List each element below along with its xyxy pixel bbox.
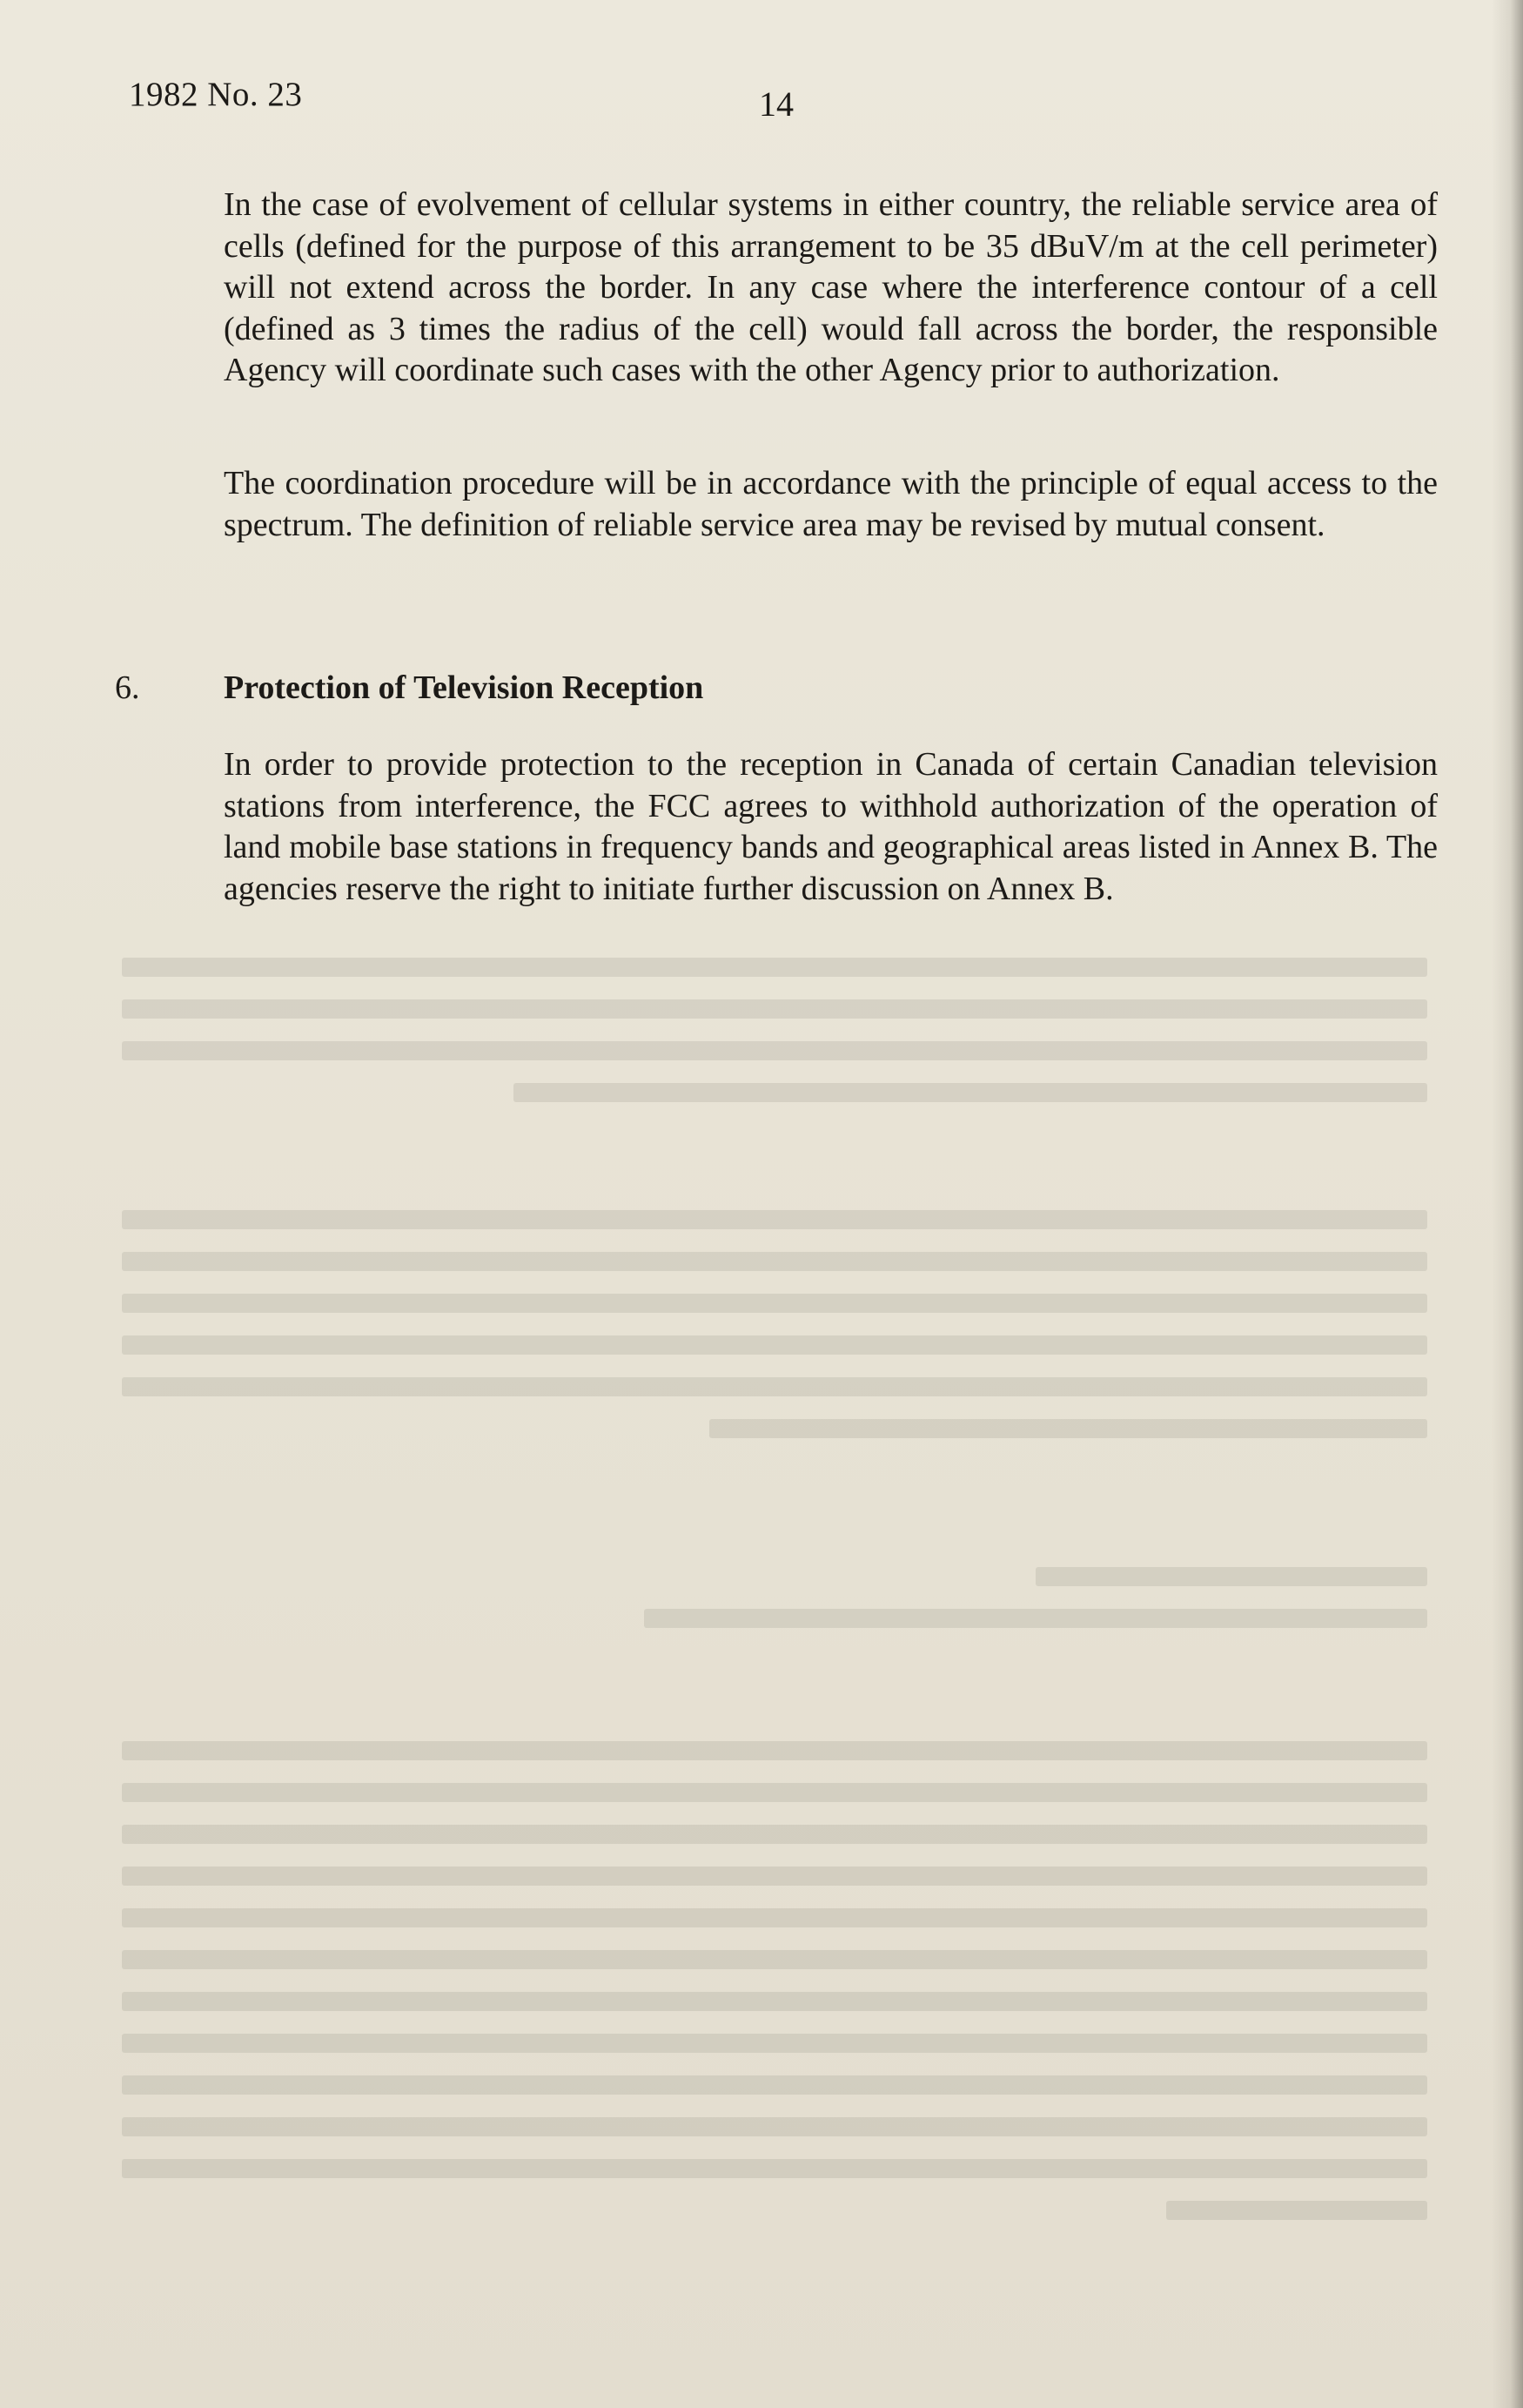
bleed-through-line — [122, 2159, 1427, 2178]
bleed-through-line — [122, 958, 1427, 977]
bleed-through-line — [122, 2117, 1427, 2136]
bleed-through-line — [122, 1335, 1427, 1355]
bleed-through-line — [122, 2075, 1427, 2095]
paragraph-television-protection: In order to provide protection to the reception in Canada of certain Canadian television stations from interference, the FCC agrees to withhold authorization of the operation of land mobile base stations in frequency bands and geographical areas listed in Annex B. The agencies reserve the right to initiate further discussion on Annex B. — [224, 746, 1438, 907]
bleed-through-line — [122, 1210, 1427, 1229]
bleed-through-line — [122, 999, 1427, 1019]
bleed-through-line — [122, 1825, 1427, 1844]
paragraph-coordination-procedure: The coordination procedure will be in accordance with the principle of equal access to the spectrum. The definition of reliable service area may be revised by mutual consent. — [224, 465, 1438, 543]
bleed-through-line — [1036, 1567, 1427, 1586]
bleed-through-line — [122, 1041, 1427, 1060]
bleed-through-line — [122, 1950, 1427, 1969]
paragraph-cellular-evolvement: In the case of evolvement of cellular systems in either country, the reliable service area of cells (defined for the purpose of this arrangement to be 35 dBuV/m at the cell perimeter) will not extend across the border. In any case where the interference contour of a cell (defined as 3 times the radius of the cell) would fall across the border, the responsible Agency will coordinate such cases with the other Agency prior to authorization. — [224, 186, 1438, 388]
bleed-through-line — [122, 1377, 1427, 1396]
running-head: 1982 No. 23 — [129, 76, 303, 113]
page-edge-shadow — [1492, 0, 1523, 2408]
bleed-through-block — [122, 1567, 1427, 1698]
bleed-through-line — [122, 1908, 1427, 1927]
bleed-through-line — [122, 2034, 1427, 2053]
section-number: 6. — [115, 669, 140, 706]
section-heading: Protection of Television Reception — [224, 669, 704, 706]
bleed-through-block — [122, 958, 1427, 1149]
bleed-through-block — [122, 1741, 1427, 2281]
bleed-through-line — [1166, 2201, 1427, 2220]
bleed-through-line — [122, 1867, 1427, 1886]
bleed-through-line — [644, 1609, 1427, 1628]
bleed-through-line — [122, 1783, 1427, 1802]
bleed-through-line — [709, 1419, 1427, 1438]
bleed-through-line — [122, 1741, 1427, 1760]
page-number: 14 — [759, 84, 794, 124]
bleed-through-line — [122, 1294, 1427, 1313]
bleed-through-line — [122, 1992, 1427, 2011]
bleed-through-block — [122, 1210, 1427, 1506]
bleed-through-line — [513, 1083, 1427, 1102]
bleed-through-line — [122, 1252, 1427, 1271]
